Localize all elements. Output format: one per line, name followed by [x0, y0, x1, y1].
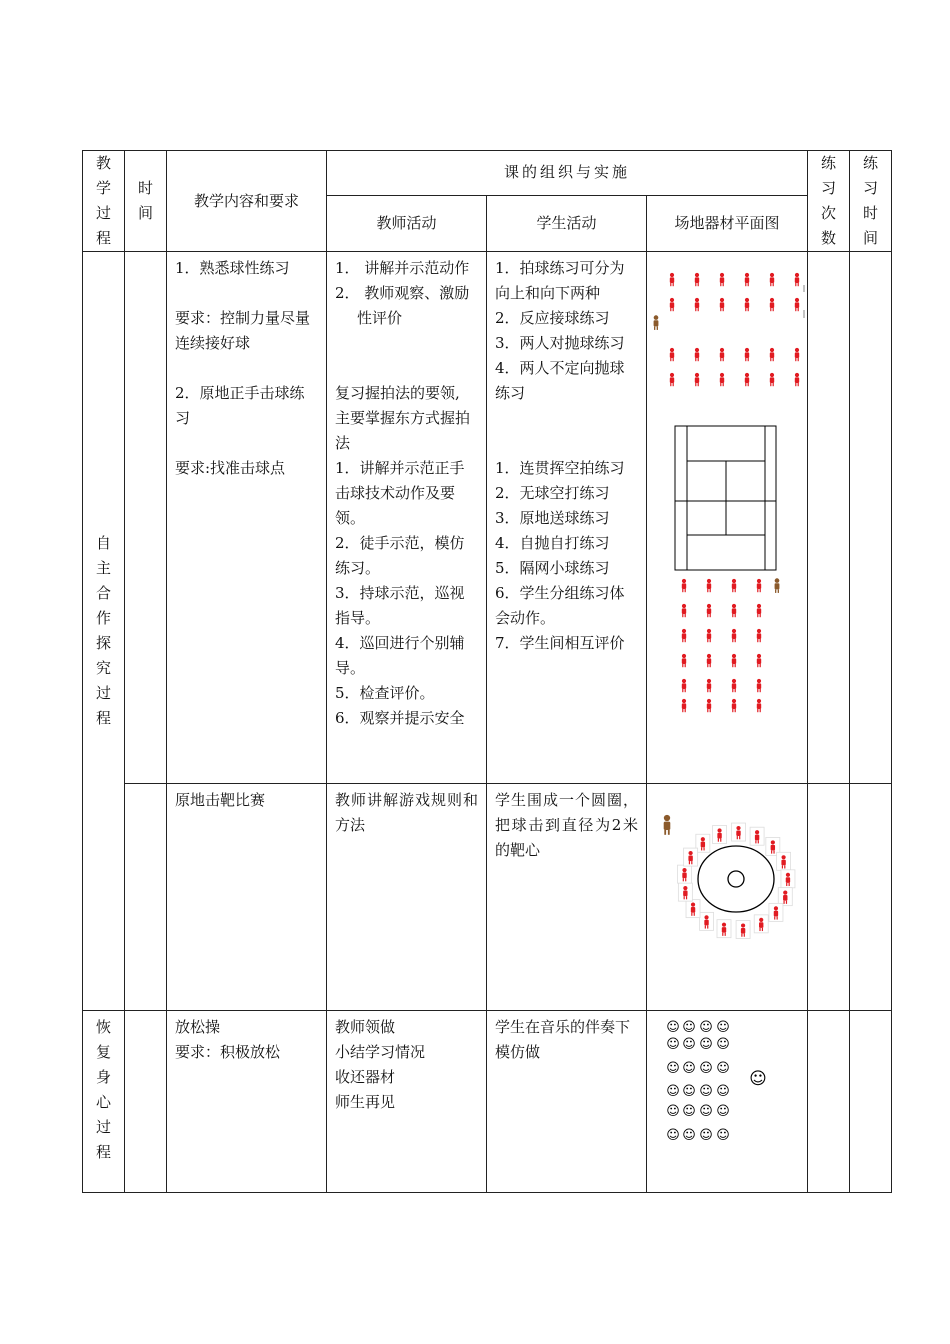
student-figure: [695, 348, 699, 361]
relaxation-formation-diagram: [647, 1011, 807, 1184]
vertical-char: 自: [95, 534, 111, 552]
student-figure: [757, 629, 761, 642]
header-process: [83, 151, 125, 252]
text-line: 小结学习情况: [335, 1043, 426, 1061]
text-line: 7．学生间相互评价: [495, 634, 625, 652]
student-figure: [707, 629, 711, 642]
vertical-char: 身: [95, 1068, 111, 1086]
student-smiley: ☺: [716, 1128, 730, 1143]
text-line: [175, 281, 318, 306]
content-cell-2: 原地击靶比赛: [167, 784, 327, 1011]
student-smiley: ☺: [682, 1104, 696, 1119]
text-line: 2．原地正手击球练习: [175, 384, 305, 427]
student-figure: [745, 373, 749, 386]
teacher-smiley: ☺: [749, 1069, 767, 1089]
field-diagram-2: [647, 784, 808, 1011]
vertical-char: 过: [95, 204, 111, 222]
count-cell-3: [808, 1011, 850, 1193]
student-figure: [682, 679, 686, 692]
text-line: 6．学生分组练习体会动作。: [495, 584, 625, 627]
student-figure: [682, 604, 686, 617]
student-cell-1: [487, 252, 647, 784]
text-line: 要求:找准击球点: [175, 459, 286, 477]
student-figure: [757, 579, 761, 592]
student-figure: [707, 679, 711, 692]
field-diagram-3: [647, 1011, 808, 1193]
text-line: 4．巡回进行个别辅导。: [335, 634, 465, 677]
student-figure: [707, 579, 711, 592]
vertical-char: 时: [137, 179, 153, 197]
text-line: 教师领做: [335, 1018, 396, 1036]
header-content: 教学内容和要求: [167, 151, 327, 252]
text-line: 1．讲解并示范正手击球技术动作及要领。: [335, 459, 465, 527]
student-cell-3: 学生在音乐的伴奏下模仿做: [487, 1011, 647, 1193]
student-figure: [720, 298, 724, 311]
teacher-figure: [654, 315, 659, 330]
duration-cell-2: [850, 784, 892, 1011]
student-figure: [770, 298, 774, 311]
vertical-char: 教: [95, 154, 111, 172]
text-line: 放松操: [175, 1018, 221, 1036]
student-cell-2: 学生围成一个圆圈，把球击到直径为2米的靶心: [487, 784, 647, 1011]
vertical-char: 程: [95, 229, 111, 247]
vertical-char: 合: [95, 584, 111, 602]
student-smiley: ☺: [699, 1084, 713, 1099]
duration-cell-1: [850, 252, 892, 784]
student-figure: [770, 273, 774, 286]
student-smiley: ☺: [682, 1128, 696, 1143]
student-smiley: ☺: [682, 1020, 696, 1035]
text-line: 5．隔网小球练习: [495, 559, 610, 577]
content-cell-1: [167, 252, 327, 784]
vertical-char: 过: [95, 1118, 111, 1136]
student-smiley: ☺: [699, 1020, 713, 1035]
text-line: 2．徒手示范，模仿练习。: [335, 534, 465, 577]
student-figure: [707, 604, 711, 617]
text-line: 1．拍球练习可分为向上和向下两种: [495, 259, 625, 302]
vertical-char: 究: [95, 659, 111, 677]
student-smiley: ☺: [682, 1084, 696, 1099]
student-figure: [720, 373, 724, 386]
teacher-cell-1: [327, 252, 487, 784]
student-figure: [670, 273, 674, 286]
student-figure: [682, 579, 686, 592]
vertical-char: 间: [862, 229, 878, 247]
text-line: 主要掌握东方式握拍法: [335, 409, 471, 452]
vertical-char: 习: [862, 179, 878, 197]
student-smiley: ☺: [682, 1061, 696, 1076]
lesson-plan-table: [82, 150, 892, 1193]
teacher-figure: [775, 578, 780, 593]
content-cell-3: [167, 1011, 327, 1193]
vertical-char: 复: [95, 1043, 111, 1061]
student-figure: [682, 629, 686, 642]
student-figure: [757, 604, 761, 617]
student-figure: [720, 348, 724, 361]
student-smiley: ☺: [699, 1061, 713, 1076]
student-figure: [695, 373, 699, 386]
student-figure: [732, 679, 736, 692]
vertical-char: 间: [137, 204, 153, 222]
student-figure: [795, 348, 799, 361]
text-line: 师生再见: [335, 1093, 396, 1111]
vertical-char: 次: [820, 204, 836, 222]
text-line: 1．连贯挥空拍练习: [495, 459, 625, 477]
student-figure: [757, 679, 761, 692]
count-cell-1: [808, 252, 850, 784]
vertical-char: 练: [862, 154, 878, 172]
student-smiley: ☺: [716, 1037, 730, 1052]
student-figure: [695, 273, 699, 286]
student-smiley: ☺: [666, 1084, 680, 1099]
target-circle-diagram: [647, 784, 807, 1002]
student-figure: [732, 629, 736, 642]
vertical-char: 主: [95, 559, 111, 577]
student-figure: [745, 348, 749, 361]
student-smiley: ☺: [699, 1128, 713, 1143]
count-cell-2: [808, 784, 850, 1011]
student-smiley: ☺: [716, 1104, 730, 1119]
text-line: 6．观察并提示安全: [335, 709, 465, 727]
student-figure: [732, 604, 736, 617]
header-organization: 课的组织与实施: [327, 151, 808, 196]
student-figure: [682, 699, 686, 712]
text-line: 要求：控制力量尽量连续接好球: [175, 309, 311, 352]
teacher-cell-2: 教师讲解游戏规则和方法: [327, 784, 487, 1011]
vertical-char: 恢: [95, 1018, 111, 1036]
vertical-char: 习: [820, 179, 836, 197]
student-figure: [732, 699, 736, 712]
header-practice-count: [808, 151, 850, 252]
student-figure: [732, 579, 736, 592]
student-smiley: ☺: [666, 1020, 680, 1035]
text-line: [175, 431, 318, 456]
duration-cell-3: [850, 1011, 892, 1193]
student-figure: [770, 348, 774, 361]
text-line: 1．熟悉球性练习: [175, 259, 290, 277]
text-line: 4．两人不定向抛球练习: [495, 359, 625, 402]
time-cell: [125, 252, 167, 784]
student-smiley: ☺: [716, 1084, 730, 1099]
section-process-autonomous: [83, 252, 125, 1011]
vertical-char: 程: [95, 1143, 111, 1161]
text-line: 4．自抛自打练习: [495, 534, 610, 552]
text-line: 收还器材: [335, 1068, 396, 1086]
text-line: 2．反应接球练习: [495, 309, 610, 327]
student-smiley: ☺: [716, 1020, 730, 1035]
vertical-char: 过: [95, 684, 111, 702]
vertical-char: 作: [95, 609, 111, 627]
student-smiley: ☺: [699, 1037, 713, 1052]
vertical-char: 数: [820, 229, 836, 247]
text-line: 2．无球空打练习: [495, 484, 610, 502]
tennis-court: [675, 426, 776, 570]
student-smiley: ☺: [682, 1037, 696, 1052]
field-diagram-1: [647, 252, 808, 784]
vertical-char: 探: [95, 634, 111, 652]
target-ring: [698, 846, 774, 912]
vertical-char: 时: [862, 204, 878, 222]
student-smiley: ☺: [666, 1061, 680, 1076]
vertical-char: 心: [95, 1093, 111, 1111]
student-figure: [795, 273, 799, 286]
student-figure: [670, 373, 674, 386]
student-figure: [670, 348, 674, 361]
text-line: 2． 教师观察、激励性评价: [335, 284, 470, 327]
student-figure: [682, 654, 686, 667]
drill-formation-diagram: [647, 252, 807, 775]
student-figure: [757, 699, 761, 712]
text-line: 3．两人对抛球练习: [495, 334, 625, 352]
student-figure: [707, 699, 711, 712]
student-figure: [720, 273, 724, 286]
time-cell-3: [125, 1011, 167, 1193]
student-smiley: ☺: [716, 1061, 730, 1076]
header-field-diagram: 场地器材平面图: [647, 195, 808, 251]
student-smiley: ☺: [666, 1037, 680, 1052]
text-line: 5．检查评价。: [335, 684, 435, 702]
text-line: [175, 356, 318, 381]
student-figure: [745, 298, 749, 311]
header-teacher-activity: 教师活动: [327, 195, 487, 251]
teacher-cell-3: [327, 1011, 487, 1193]
student-figure: [770, 373, 774, 386]
student-smiley: ☺: [666, 1128, 680, 1143]
student-figure: [757, 654, 761, 667]
student-smiley: ☺: [699, 1104, 713, 1119]
text-line: 要求：积极放松: [175, 1043, 281, 1061]
header-time: [125, 151, 167, 252]
vertical-char: 练: [820, 154, 836, 172]
student-figure: [707, 654, 711, 667]
section-process-recovery: [83, 1011, 125, 1193]
text-line: 1． 讲解并示范动作: [335, 259, 470, 277]
target-bullseye: [728, 871, 744, 887]
text-line: 3．原地送球练习: [495, 509, 610, 527]
time-cell-2: [125, 784, 167, 1011]
student-figure: [795, 298, 799, 311]
text-line: 3．持球示范，巡视指导。: [335, 584, 465, 627]
header-practice-time: [850, 151, 892, 252]
header-student-activity: 学生活动: [487, 195, 647, 251]
student-figure: [795, 373, 799, 386]
vertical-char: 程: [95, 709, 111, 727]
text-line: 复习握拍法的要领,: [335, 384, 460, 402]
student-figure: [695, 298, 699, 311]
teacher-figure: [664, 815, 671, 835]
student-figure: [745, 273, 749, 286]
student-smiley: ☺: [666, 1104, 680, 1119]
student-figure: [670, 298, 674, 311]
vertical-char: 学: [95, 179, 111, 197]
student-figure: [732, 654, 736, 667]
